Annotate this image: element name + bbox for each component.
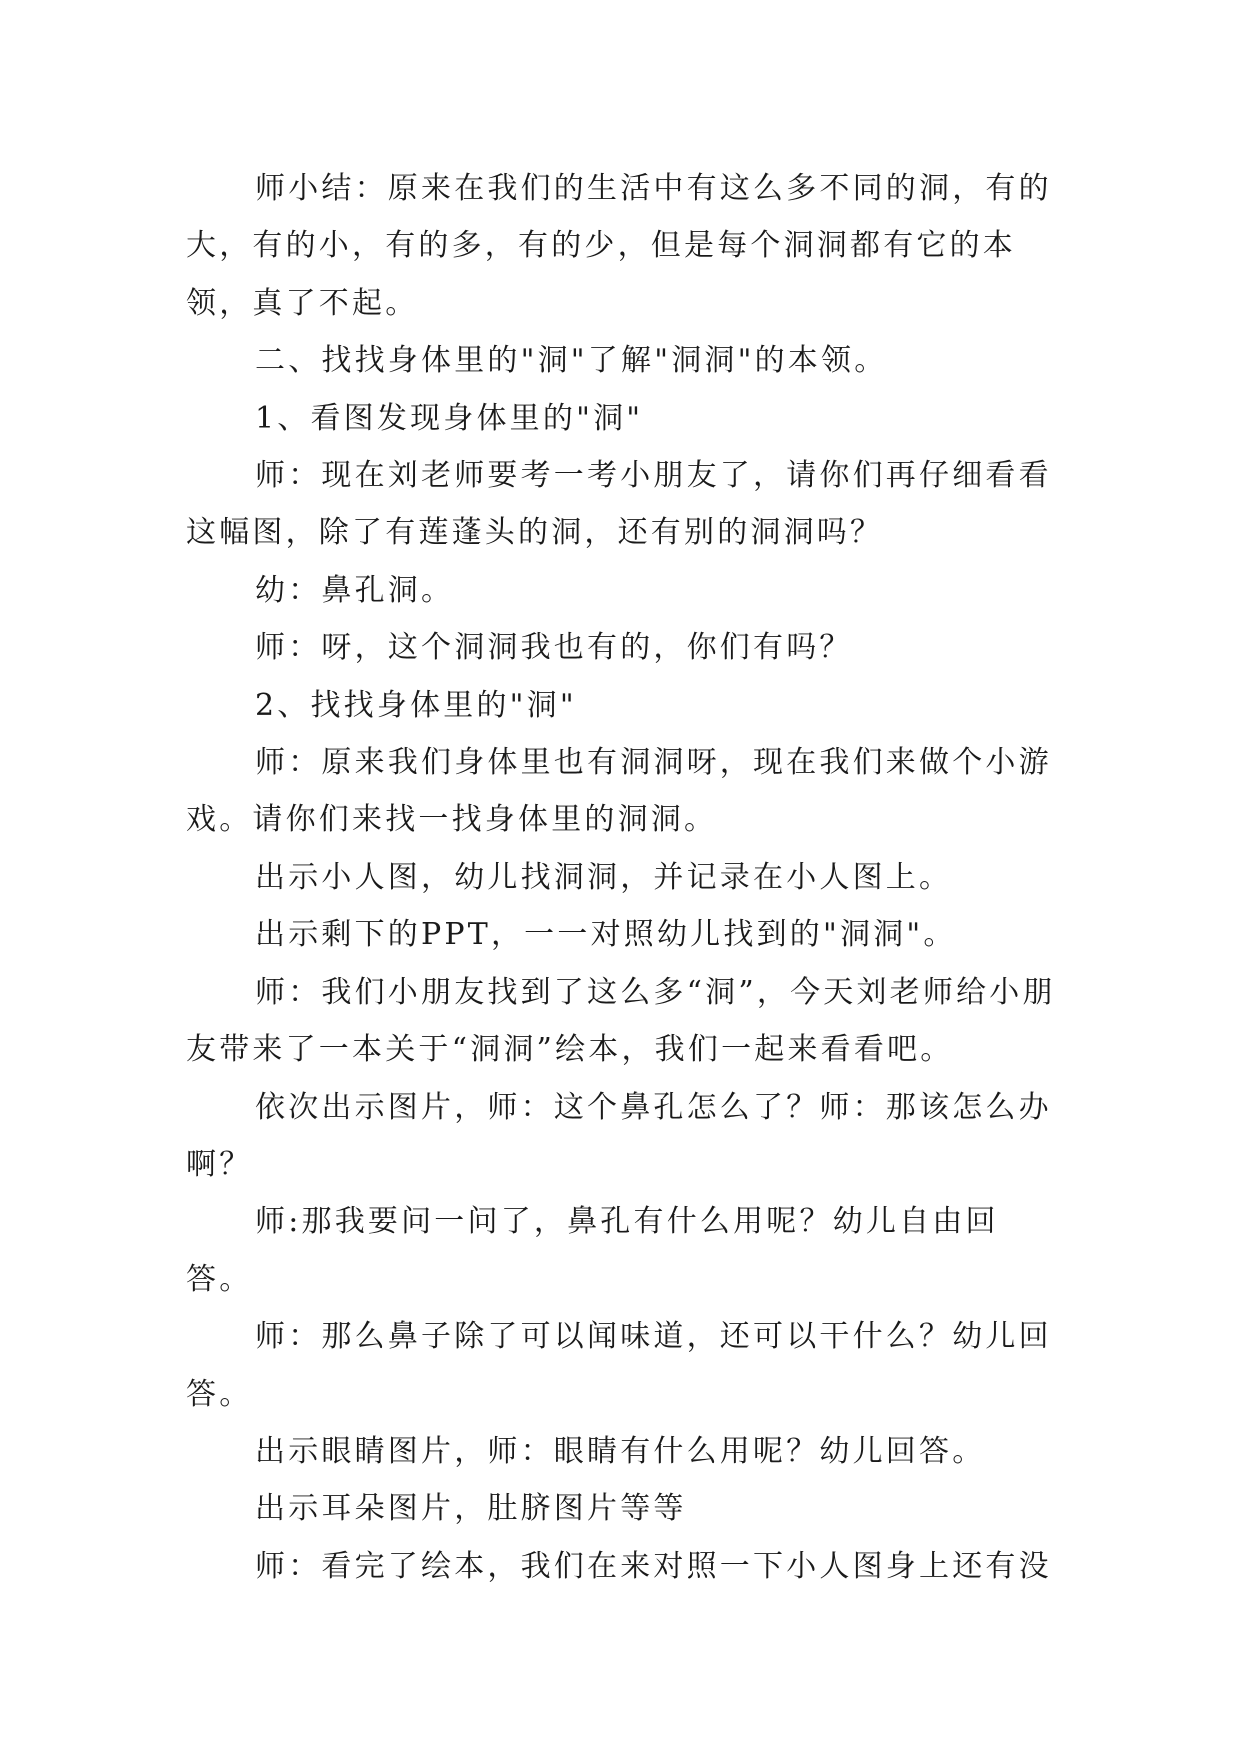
paragraph: 1、看图发现身体里的"洞" (255, 400, 644, 436)
paragraph: 幼：鼻孔洞。 (255, 572, 455, 608)
paragraph: 出示眼睛图片，师：眼睛有什么用呢？幼儿回答。 (255, 1433, 986, 1469)
paragraph: 师：看完了绘本，我们在来对照一下小人图身上还有没 (255, 1548, 1052, 1584)
paragraph: 师：呀，这个洞洞我也有的，你们有吗？ (255, 630, 853, 666)
paragraph: 出示耳朵图片，肚脐图片等等 (255, 1491, 687, 1527)
paragraph: 师：我们小朋友找到了这么多“洞”，今天刘老师给小朋友带来了一本关于“洞洞”绘本，我们一起来看看吧。 (186, 974, 1056, 1068)
paragraph: 师：原来我们身体里也有洞洞呀，现在我们来做个小游戏。请你们来找一找身体里的洞洞。 (186, 745, 1052, 838)
paragraph: 师:那我要问一问了，鼻孔有什么用呢？幼儿自由回答。 (186, 1204, 999, 1297)
paragraph: 师：现在刘老师要考一考小朋友了，请你们再仔细看看这幅图，除了有莲蓬头的洞，还有别的洞洞吗？ (186, 458, 1052, 551)
paragraph: 出示剩下的PPT，一一对照幼儿找到的"洞洞"。 (255, 917, 957, 953)
document-body (186, 160, 1056, 1595)
paragraph: 师小结：原来在我们的生活中有这么多不同的洞，有的大，有的小，有的多，有的少，但是每个洞洞都有它的本领，真了不起。 (186, 171, 1052, 321)
paragraph: 二、找找身体里的"洞"了解"洞洞"的本领。 (255, 343, 888, 379)
paragraph: 2、找找身体里的"洞" (255, 687, 577, 723)
paragraph: 出示小人图，幼儿找洞洞，并记录在小人图上。 (255, 859, 953, 895)
paragraph: 依次出示图片，师：这个鼻孔怎么了？师：那该怎么办啊？ (186, 1089, 1052, 1182)
paragraph: 师：那么鼻子除了可以闻味道，还可以干什么？幼儿回答。 (186, 1319, 1052, 1412)
